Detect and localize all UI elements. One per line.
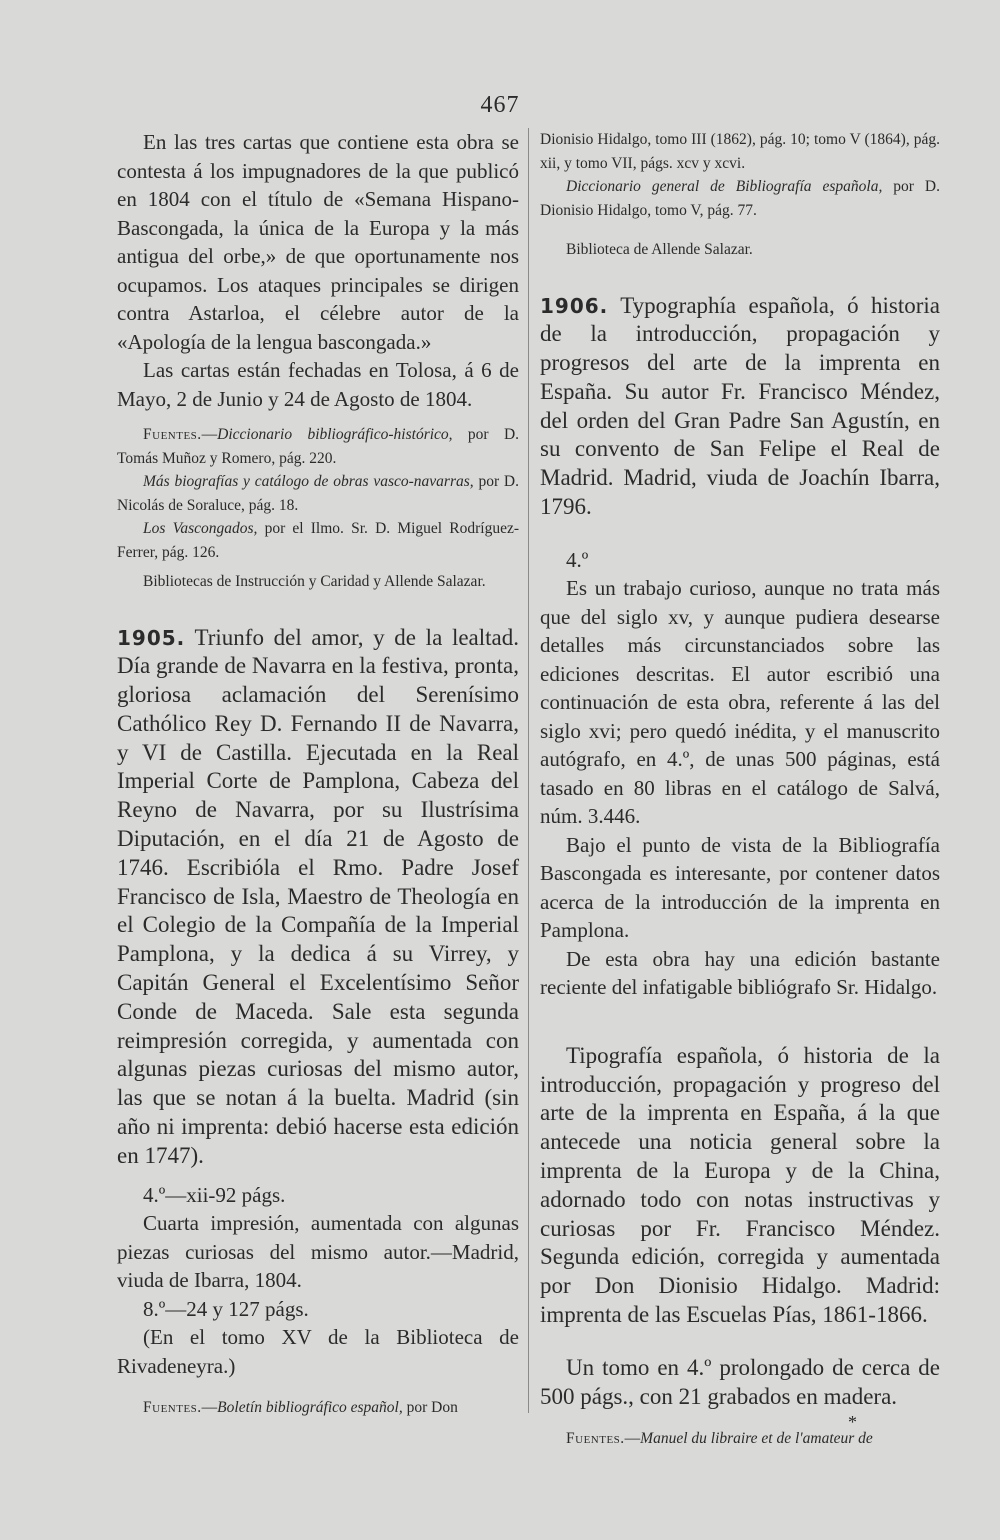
source-title: Manuel du libraire et de l'amateur de [640, 1430, 873, 1448]
entry-text: Typographía española, ó historia de la introducción, propagación y progresos del arte de la imprenta en España. Su autor Fr. Francisco Méndez, del orden del Gran Padre San Agustín, en su convento de San Felipe el Real de Madrid. Madrid, viuda de Joachín Ibarra, 1796. [540, 292, 940, 520]
source-detail: por D. Nicolás de Soraluce, pág. 18. [117, 473, 520, 514]
paragraph-volume: Un tomo en 4.º prolongado de cerca de 500 págs., con 21 grabados en madera. [540, 1354, 940, 1409]
source-detail: por D. Tomás Muñoz y Romero, pág. 220. [117, 426, 520, 467]
sources-label: Fuentes. [566, 1430, 625, 1448]
format-line-1: 4.º—xii-92 págs. [143, 1182, 286, 1207]
right-column [540, 128, 940, 1451]
paragraph-dates: Las cartas están fechadas en Tolosa, á 6 de Mayo, 2 de Junio y 24 de Agosto de 1804. [117, 358, 519, 411]
sources-block-5 [540, 175, 940, 222]
libraries-note: Bibliotecas de Instrucción y Caridad y Allende Salazar. [143, 573, 486, 590]
entry-1906 [540, 292, 940, 522]
entry-number: 1906. [540, 293, 609, 318]
library-note: Biblioteca de Allende Salazar. [566, 241, 753, 258]
format-line: 4.º [566, 547, 589, 572]
sources-block-4 [117, 1396, 519, 1420]
sources-block-2 [117, 470, 519, 517]
paragraph-description: Es un trabajo curioso, aunque no trata más que del siglo xv, y aunque pudiera desearse detalles más circunstanciados sobre las ediciones descritas. El autor escribió una continuación de esta obra, referente á las del siglo xvi; pero quedó inédita, y el manuscrito autógrafo, en 4.º, de unas 500 páginas, está tasado en 80 libras en el catálogo de Salvá, núm. 3.446. [540, 576, 940, 829]
sources-dash: — [624, 1430, 641, 1448]
paragraph-edition: De esta obra hay una edición bastante reciente del infatigable bibliógrafo Sr. Hidalgo. [540, 946, 940, 1000]
sources-label: Fuentes. [143, 426, 202, 443]
source-title: Boletín bibliográfico español, [217, 1399, 403, 1417]
paragraph-tomo: (En el tomo XV de la Biblioteca de Rivadeneyra.) [117, 1325, 519, 1378]
sources-block-3 [117, 517, 519, 564]
signature-mark: * [848, 1412, 857, 1432]
page-number: 467 [480, 92, 520, 118]
paragraph-cuarta: Cuarta impresión, aumentada con algunas piezas curiosas del mismo autor.—Madrid, viuda de Ibarra, 1804. [117, 1211, 519, 1293]
entry-number: 1905. [117, 625, 186, 650]
format-line-2: 8.º—24 y 127 págs. [143, 1296, 309, 1321]
sources-block-1 [117, 423, 519, 470]
sources-continued: Dionisio Hidalgo, tomo III (1862), pág. 10; tomo V (1864), pág. xii, y tomo VII, págs. xcv y xcvi. [540, 131, 940, 172]
left-column [117, 128, 519, 1420]
sources-dash: — [201, 426, 218, 443]
entry-text: Triunfo del amor, y de la lealtad. Día grande de Navarra en la festiva, pronta, gloriosa aclamación del Serenísimo Cathólico Rey D. Fernando II de Navarra, y VI de Castilla. Ejecutada en la Real Imperial Corte de Pamplona, Cabeza del Reyno de Navarra, por su Ilustrísima Diputación, en el día 21 de Agosto de 1746. Escribióla el Rmo. Padre Josef Francisco de Isla, Maestro de Theología en el Colegio de la Compañía de la Imperial Pamplona, y la dedica á su Virrey, y Capitán General el Excelentísimo Señor Conde de Maceda. Sale esta segunda reimpresión corregida, y aumentada con algunas piezas curiosas del mismo autor, las que se notan á la buelta. Madrid (sin año ni imprenta: debió hacerse esta edición en 1747). [117, 624, 519, 1168]
source-detail: por el Ilmo. Sr. D. Miguel Rodríguez-Ferrer, pág. 126. [117, 520, 519, 561]
source-title: Los Vascongados, [143, 520, 258, 537]
sources-dash: — [201, 1399, 218, 1417]
paragraph-intro: En las tres cartas que contiene esta obra se contesta á los impugnadores de la que publicó en 1804 con el título de «Semana Hispano-Bascongada, la única de la Europa y la más antigua del orbe,» de que oportunamente nos ocupamos. Los ataques principales se dirigen contra Astarloa, el célebre autor de la «Apología de la lengua bascongada.» [117, 130, 519, 354]
source-title: Diccionario general de Bibliografía española, [566, 178, 883, 195]
paragraph-interest: Bajo el punto de vista de la Bibliografía Bascongada es interesante, por contener datos acerca de la introducción de la imprenta en Pamplona. [540, 832, 940, 943]
source-title: Más biografías y catálogo de obras vasco-navarras, [143, 473, 474, 490]
paragraph-second-edition: Tipografía española, ó historia de la introducción, propagación y progreso del arte de la imprenta en España, á la que antecede una noticia general sobre la imprenta de la Europa y de la China, adornado todo con notas instructivas y curiosas por Fr. Francisco Méndez. Segunda edición, corregida y aumentada por Don Dionisio Hidalgo. Madrid: imprenta de las Escuelas Pías, 1861-1866. [540, 1042, 940, 1328]
entry-1905 [117, 624, 519, 1171]
sources-label: Fuentes. [143, 1399, 202, 1417]
sources-block-6 [540, 1427, 940, 1451]
source-detail: por Don [402, 1399, 458, 1417]
column-divider [528, 128, 529, 1413]
source-title: Diccionario bibliográfico-histórico, [217, 426, 453, 443]
source-detail: por D. Dionisio Hidalgo, tomo V, pág. 77. [540, 178, 940, 219]
